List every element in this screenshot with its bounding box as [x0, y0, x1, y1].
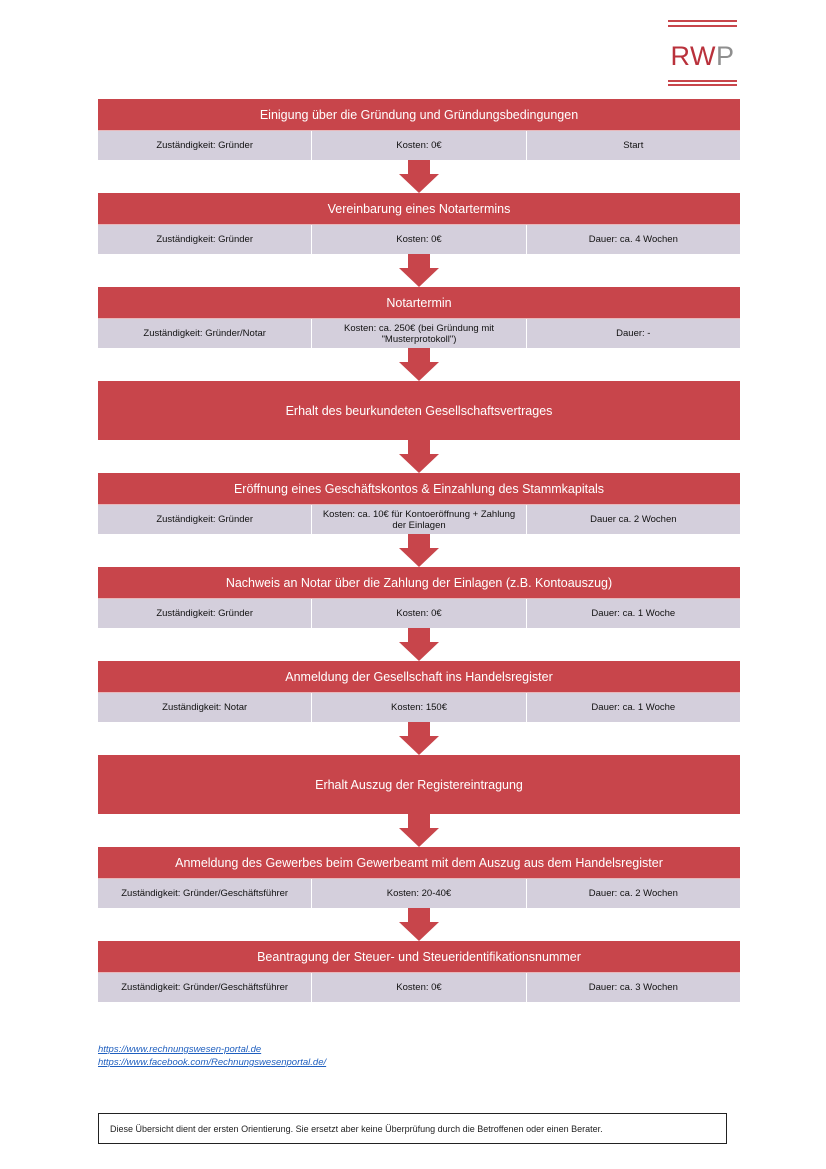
step-duration: Dauer: - — [616, 328, 651, 339]
disclaimer-box — [98, 1113, 727, 1144]
flow-step — [98, 381, 740, 440]
step-cost: Kosten: 20-40€ — [312, 879, 526, 908]
step-title: Beantragung der Steuer- und Steueridentifikationsnummer — [98, 941, 740, 973]
down-arrow-icon — [399, 440, 439, 473]
step-responsible: Zuständigkeit: Gründer — [98, 505, 312, 534]
rwp-logo — [668, 18, 737, 86]
down-arrow-icon — [399, 160, 439, 193]
step-title: Eröffnung eines Geschäftskontos & Einzahlung des Stammkapitals — [98, 473, 740, 505]
step-title: Notartermin — [98, 287, 740, 319]
down-arrow-icon — [399, 348, 439, 381]
down-arrow-icon — [399, 908, 439, 941]
step-responsible: Zuständigkeit: Gründer — [98, 599, 312, 628]
down-arrow-icon — [399, 814, 439, 847]
step-details — [98, 225, 740, 254]
flow-step — [98, 287, 740, 348]
step-duration: Dauer: ca. 3 Wochen — [588, 982, 678, 993]
step-details — [98, 319, 740, 348]
step-responsible: Zuständigkeit: Notar — [98, 693, 312, 722]
step-duration: Dauer: ca. 1 Woche — [591, 702, 676, 713]
step-title: Nachweis an Notar über die Zahlung der Einlagen (z.B. Kontoauszug) — [98, 567, 740, 599]
step-responsible: Zuständigkeit: Gründer/Notar — [98, 319, 312, 348]
step-duration: Dauer: ca. 2 Wochen — [588, 888, 678, 899]
step-duration: Start — [623, 140, 644, 151]
flow-step — [98, 193, 740, 254]
step-details — [98, 879, 740, 908]
step-details — [98, 131, 740, 160]
flow-step — [98, 755, 740, 814]
facebook-link[interactable]: https://www.facebook.com/Rechnungswesenportal.de/ — [98, 1057, 327, 1068]
step-details — [98, 973, 740, 1002]
step-cost: Kosten: 0€ — [312, 599, 526, 628]
flow-step — [98, 941, 740, 1002]
step-cost: Kosten: 0€ — [312, 973, 526, 1002]
footer-links — [98, 1043, 326, 1069]
flow-step — [98, 847, 740, 908]
logo-text: RWP — [670, 41, 735, 71]
step-duration: Dauer ca. 2 Wochen — [590, 514, 677, 525]
website-link[interactable]: https://www.rechnungswesen-portal.de — [98, 1044, 262, 1055]
step-details — [98, 505, 740, 534]
step-responsible: Zuständigkeit: Gründer — [98, 225, 312, 254]
logo-rule-bottom-1 — [668, 80, 737, 82]
step-cost: Kosten: ca. 10€ für Kontoeröffnung + Zahlung der Einlagen — [312, 505, 526, 534]
down-arrow-icon — [399, 534, 439, 567]
step-title: Einigung über die Gründung und Gründungsbedingungen — [98, 99, 740, 131]
step-cost: Kosten: ca. 250€ (bei Gründung mit "Musterprotokoll") — [312, 319, 526, 348]
logo-rule-top-1 — [668, 20, 737, 22]
down-arrow-icon — [399, 254, 439, 287]
down-arrow-icon — [399, 628, 439, 661]
step-cost: Kosten: 150€ — [312, 693, 526, 722]
flow-step — [98, 99, 740, 160]
process-flowchart — [98, 99, 740, 1002]
step-responsible: Zuständigkeit: Gründer/Geschäftsführer — [98, 973, 312, 1002]
step-duration: Dauer: ca. 1 Woche — [591, 608, 676, 619]
logo-rule-bottom-2 — [668, 84, 737, 86]
logo-rule-top-2 — [668, 25, 737, 27]
down-arrow-icon — [399, 722, 439, 755]
step-title: Erhalt Auszug der Registereintragung — [98, 755, 740, 814]
step-responsible: Zuständigkeit: Gründer — [98, 131, 312, 160]
step-details — [98, 693, 740, 722]
step-responsible: Zuständigkeit: Gründer/Geschäftsführer — [98, 879, 312, 908]
flow-step — [98, 661, 740, 722]
step-cost: Kosten: 0€ — [312, 131, 526, 160]
step-title: Anmeldung des Gewerbes beim Gewerbeamt mit dem Auszug aus dem Handelsregister — [98, 847, 740, 879]
step-title: Anmeldung der Gesellschaft ins Handelsregister — [98, 661, 740, 693]
step-title: Vereinbarung eines Notartermins — [98, 193, 740, 225]
step-duration: Dauer: ca. 4 Wochen — [588, 234, 678, 245]
flow-step — [98, 567, 740, 628]
step-details — [98, 599, 740, 628]
disclaimer-text: Diese Übersicht dient der ersten Orientierung. Sie ersetzt aber keine Überprüfung durch die Betroffenen oder einen Berater. — [110, 1123, 603, 1134]
step-cost: Kosten: 0€ — [312, 225, 526, 254]
flow-step — [98, 473, 740, 534]
step-title: Erhalt des beurkundeten Gesellschaftsvertrages — [98, 381, 740, 440]
